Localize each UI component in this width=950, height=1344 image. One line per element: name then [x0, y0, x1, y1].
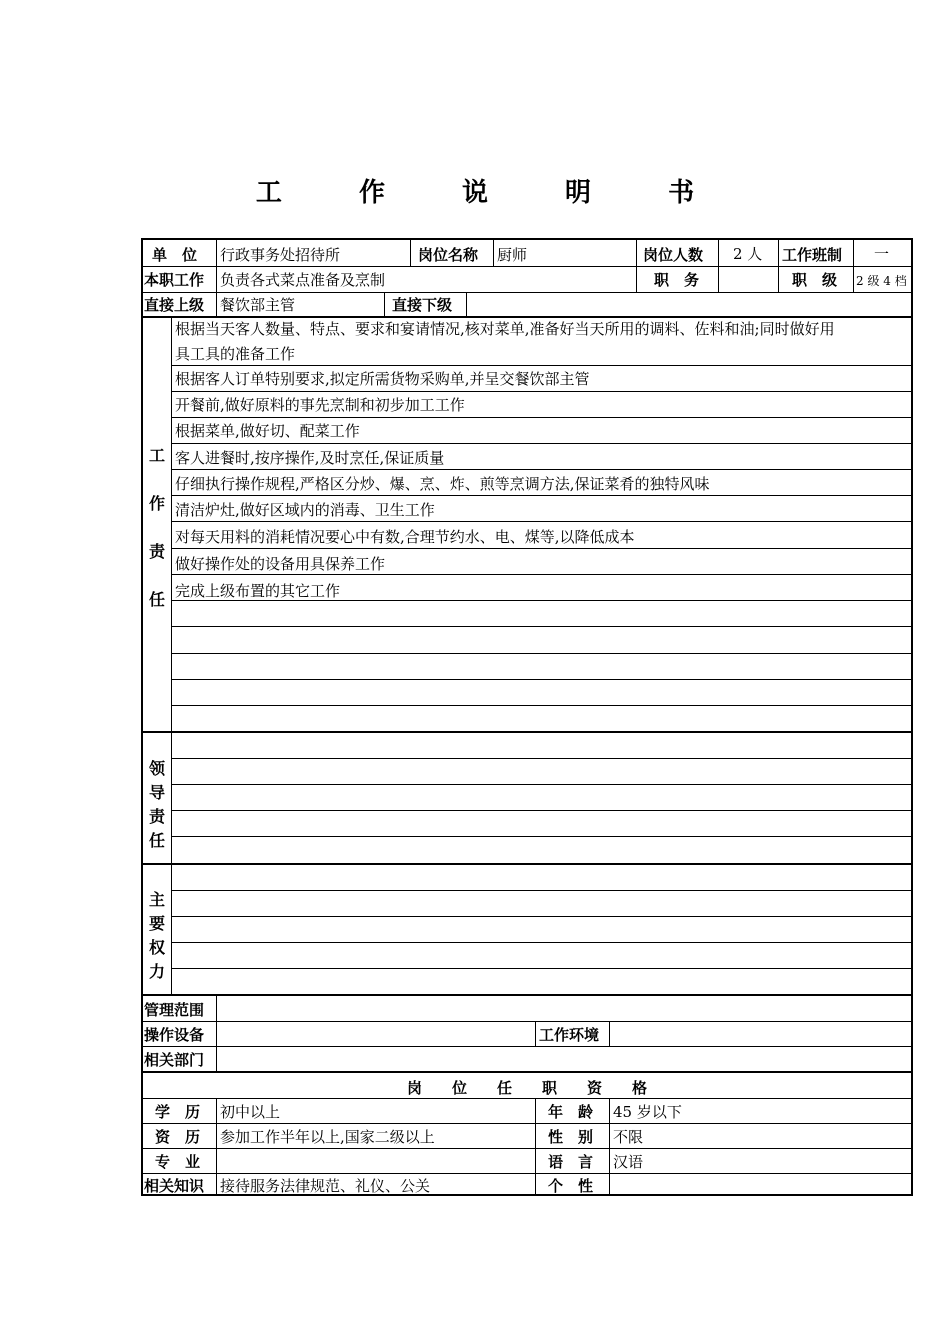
superior-value: 餐饮部主管 [220, 296, 296, 314]
education-value: 初中以上 [220, 1103, 281, 1121]
row-divider [142, 1098, 912, 1099]
job-label: 本职工作 [144, 271, 205, 289]
knowledge-label: 相关知识 [144, 1177, 205, 1195]
unit-value: 行政事务处招待所 [220, 246, 341, 264]
row-divider [142, 1123, 912, 1124]
duty-label: 职 务 [654, 271, 700, 289]
grade-label: 职 级 [792, 271, 838, 289]
duty-item: 开餐前,做好原料的事先烹制和初步加工工作 [175, 396, 465, 414]
gender-value: 不限 [613, 1128, 644, 1146]
label-col-divider [171, 318, 172, 994]
position-label: 岗位名称 [418, 246, 479, 264]
superior-label: 直接上级 [144, 296, 205, 314]
grade-value: 2 级 4 档 [856, 274, 907, 288]
row-divider [172, 653, 912, 654]
section-divider [142, 1071, 912, 1073]
document-title: 工 作 说 明 书 [255, 178, 729, 208]
education-label: 学 历 [155, 1103, 201, 1121]
col-divider [216, 240, 217, 316]
row-divider [142, 292, 912, 293]
duty-item: 具工具的准备工作 [175, 345, 296, 363]
col-divider [216, 1098, 217, 1194]
headcount-value: 2 人 [733, 245, 763, 263]
row-divider [172, 942, 912, 943]
duty-item: 完成上级布置的其它工作 [175, 582, 341, 600]
section-divider [142, 994, 912, 996]
col-divider [636, 240, 637, 292]
row-divider [172, 916, 912, 917]
duty-item: 根据当天客人数量、特点、要求和宴请情况,核对菜单,准备好当天所用的调料、佐料和油;同时做好用 [175, 320, 835, 338]
duty-item: 清洁炉灶,做好区域内的消毒、卫生工作 [175, 501, 435, 519]
col-divider [493, 240, 494, 266]
row-divider [172, 810, 912, 811]
row-divider [172, 890, 912, 891]
duty-item: 做好操作处的设备用具保养工作 [175, 555, 386, 573]
personality-label: 个 性 [548, 1177, 594, 1195]
experience-label: 资 历 [155, 1128, 201, 1146]
departments-label: 相关部门 [144, 1051, 205, 1069]
row-divider [142, 266, 912, 267]
row-divider [142, 1046, 912, 1047]
equipment-label: 操作设备 [144, 1026, 205, 1044]
major-label: 专 业 [155, 1153, 201, 1171]
row-divider [142, 1148, 912, 1149]
row-divider [172, 626, 912, 627]
duty-item: 对每天用料的消耗情况要心中有数,合理节约水、电、煤等,以降低成本 [175, 528, 635, 546]
age-label: 年 龄 [548, 1103, 594, 1121]
experience-value: 参加工作半年以上,国家二级以上 [220, 1128, 435, 1146]
duty-item: 仔细执行操作规程,严格区分炒、爆、烹、炸、煎等烹调方法,保证菜肴的独特风味 [175, 475, 710, 493]
shift-value: 一 [874, 245, 890, 263]
qualifications-title: 岗 位 任 职 资 格 [406, 1079, 647, 1097]
job-value: 负责各式菜点准备及烹制 [220, 271, 386, 289]
col-divider [410, 240, 411, 266]
headcount-label: 岗位人数 [643, 246, 704, 264]
col-divider [609, 1098, 610, 1194]
duty-item: 根据客人订单特别要求,拟定所需货物采购单,并呈交餐饮部主管 [175, 370, 590, 388]
col-divider [384, 292, 385, 316]
subordinate-label: 直接下级 [392, 296, 453, 314]
row-divider [172, 784, 912, 785]
section-divider [142, 863, 912, 865]
knowledge-value: 接待服务法律规范、礼仪、公关 [220, 1177, 431, 1195]
row-divider [142, 1173, 912, 1174]
row-divider [172, 836, 912, 837]
position-value: 厨师 [497, 246, 528, 264]
leadership-label: 领 导 责 任 [148, 759, 165, 850]
col-divider [609, 1021, 610, 1046]
col-divider [466, 292, 467, 316]
language-label: 语 言 [548, 1153, 594, 1171]
section-divider [142, 731, 912, 733]
col-divider [535, 1098, 536, 1194]
col-divider [216, 996, 217, 1071]
responsibilities-label: 工 作 责 任 [148, 446, 165, 609]
management-label: 管理范围 [144, 1001, 205, 1019]
row-divider [142, 1021, 912, 1022]
shift-label: 工作班制 [782, 246, 843, 264]
duty-item: 客人进餐时,按序操作,及时烹任,保证质量 [175, 449, 445, 467]
gender-label: 性 别 [548, 1128, 594, 1146]
col-divider [853, 240, 854, 292]
row-divider [172, 968, 912, 969]
age-value: 45 岁以下 [613, 1103, 682, 1121]
environment-label: 工作环境 [539, 1026, 600, 1044]
duty-item: 根据菜单,做好切、配菜工作 [175, 422, 360, 440]
language-value: 汉语 [613, 1153, 644, 1171]
row-divider [172, 758, 912, 759]
row-divider [172, 679, 912, 680]
col-divider [718, 240, 719, 292]
unit-label: 单 位 [152, 246, 198, 264]
col-divider [778, 240, 779, 292]
authority-label: 主 要 权 力 [148, 890, 165, 981]
col-divider [535, 1021, 536, 1046]
row-divider [172, 705, 912, 706]
